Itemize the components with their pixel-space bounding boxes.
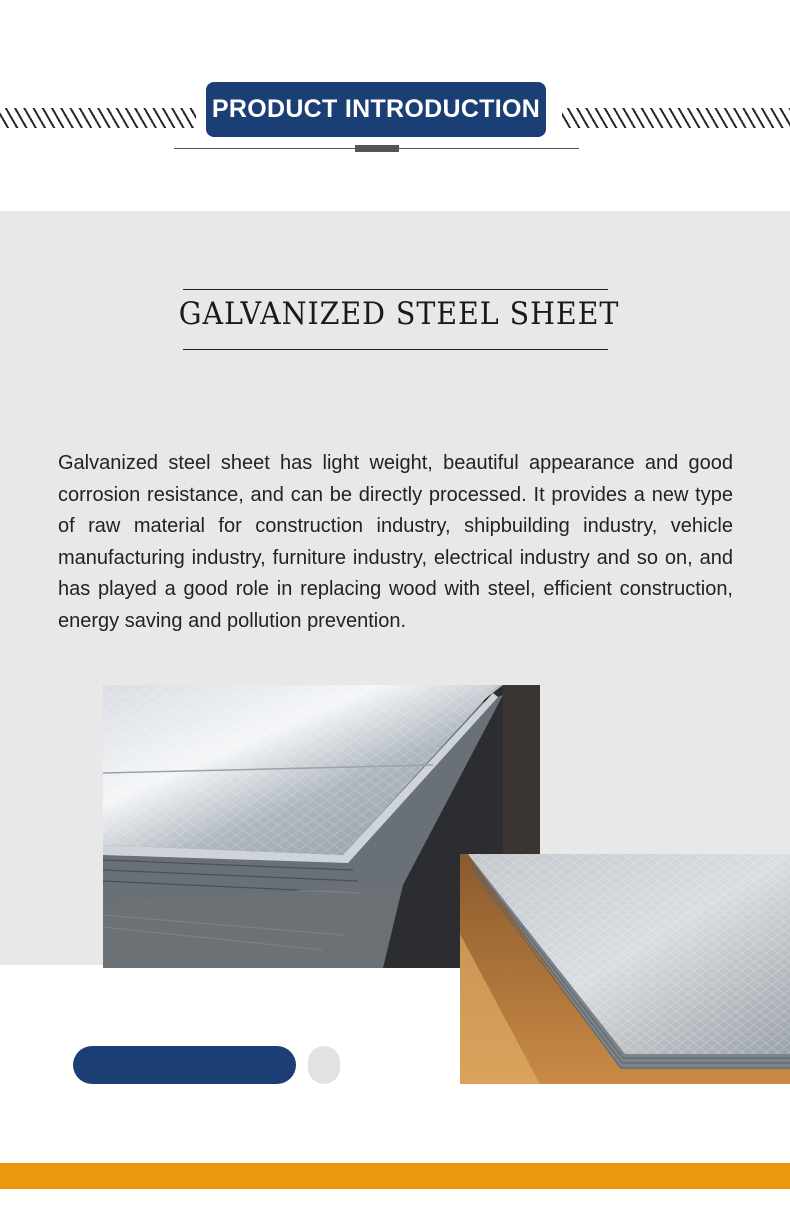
title-bottom-line — [183, 349, 608, 350]
product-title: GALVANIZED STEEL SHEET — [178, 296, 620, 332]
hatch-decoration-left — [0, 108, 196, 128]
galvanized-sheet-corner-photo — [460, 854, 790, 1084]
hatch-decoration-right — [562, 108, 790, 128]
section-badge — [206, 82, 546, 137]
pagination-pill-active — [73, 1046, 296, 1084]
section-badge-label: PRODUCT INTRODUCTION — [211, 95, 541, 123]
pagination-pill — [308, 1046, 340, 1084]
header-rule-marker — [355, 145, 399, 152]
title-top-line — [183, 289, 608, 290]
product-description: Galvanized steel sheet has light weight, beautiful appearance and good corrosion resistance, and can be directly processed. It provides a new type of raw material for construction industry, shipbuilding industry, vehicle manufacturing industry, furniture industry, electrical industry and so on, and has played a good role in replacing wood with steel, efficient construction, energy saving and pollution prevention. — [58, 452, 733, 632]
footer-orange-band — [0, 1163, 790, 1189]
